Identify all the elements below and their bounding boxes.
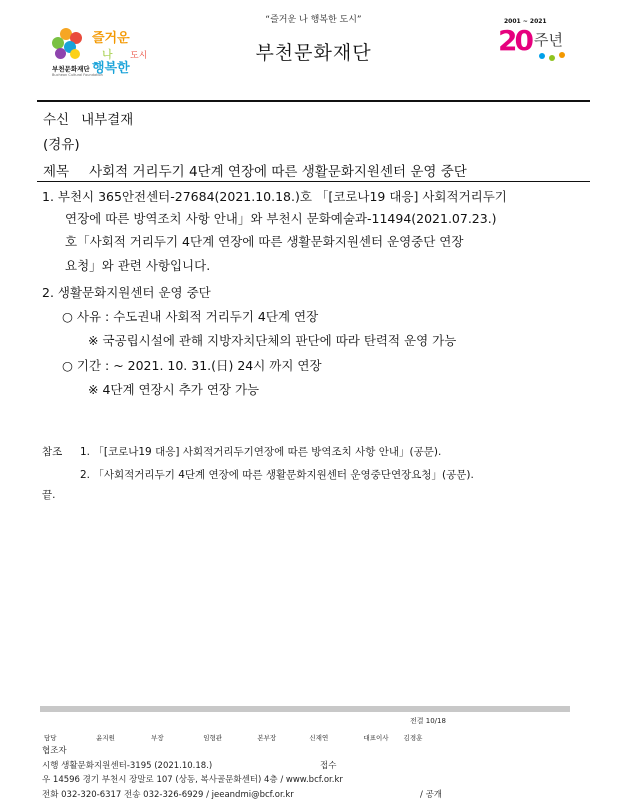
approval-name: 윤지원: [96, 734, 115, 742]
body-line: ※ 국공립시설에 관해 지방자치단체의 판단에 따라 탄력적 운영 가능: [88, 333, 457, 348]
approval-name: 김경훈: [403, 734, 423, 742]
enforcement-line: 시행 생활문화지원센터-3195 (2021.10.18.): [42, 761, 213, 771]
svg-text:나: 나: [102, 48, 113, 61]
anniversary-years: 2001 ~ 2021: [504, 18, 547, 25]
body-line: 연장에 따른 방역조치 사항 안내」와 부천시 문화예술과-11494(2021.07.23.): [65, 211, 497, 226]
reference-label: 참조: [42, 446, 63, 458]
approval-row: [44, 733, 422, 742]
body-line: 호「사회적 거리두기 4단계 연장에 따른 생활문화지원센터 운영중단 연장: [65, 234, 464, 249]
approval-role: 담당: [44, 734, 57, 742]
recipient-value: 내부결재: [81, 112, 134, 128]
body-line: 2. 생활문화지원센터 운영 중단: [42, 285, 211, 300]
logo-org-name: 부천문화재단: [52, 65, 90, 73]
subject-value: 사회적 거리두기 4단계 연장에 따른 생활문화지원센터 운영 중단: [89, 164, 467, 180]
contact-line: 전화 032-320-6317 전송 032-326-6929 / jeeandmi@bcf.or.kr: [42, 790, 294, 800]
approval-name: 신재연: [309, 734, 329, 742]
logo-org-name-en: Bucheon Cultural Foundation: [52, 73, 103, 77]
approval-role: 본부장: [257, 734, 277, 742]
recipient-line: [43, 108, 133, 128]
slogan: “즐거운 나 행복한 도시”: [265, 15, 362, 25]
body-line: ○ 사유 : 수도권내 사회적 거리두기 4단계 연장: [62, 309, 319, 324]
svg-text:즐거운: 즐거운: [92, 31, 130, 46]
anniversary-number: 20: [498, 24, 531, 57]
subject-label: 제목: [43, 164, 70, 180]
approval-role: 대표이사: [363, 734, 389, 742]
approval-name: 임형관: [203, 734, 223, 742]
body-line: 1. 부천시 365안전센터-27684(2021.10.18.)호 「[코로나19 대응] 사회적거리두기: [42, 189, 507, 204]
subject-divider: [37, 181, 590, 182]
subject-line: [43, 160, 467, 180]
address-line: 우 14596 경기 부천시 장말로 107 (상동, 복사골문화센터) 4층 / www.bcf.or.kr: [42, 775, 343, 785]
page-note: 전결 10/18: [410, 717, 446, 725]
svg-text:주년: 주년: [534, 31, 563, 49]
cooperator-label: 협조자: [42, 746, 67, 756]
via-line: (경유): [43, 137, 80, 153]
header-divider: [37, 100, 590, 102]
footer-bar: [40, 706, 570, 712]
reference-item: 2. 「사회적거리두기 4단계 연장에 따른 생활문화지원센터 운영중단연장요청」(공문).: [80, 469, 474, 481]
body-line: ※ 4단계 연장시 추가 연장 가능: [88, 382, 260, 397]
reference-item: 1. 「[코로나19 대응] 사회적거리두기연장에 따른 방역조치 사항 안내」(공문).: [80, 446, 442, 458]
disclosure-label: / 공개: [420, 790, 442, 800]
end-mark: 끝.: [42, 489, 56, 501]
body-line: ○ 기간 : ~ 2021. 10. 31.(日) 24시 까지 연장: [62, 358, 322, 373]
receive-label: 접수: [320, 761, 337, 771]
anniversary-logo: [498, 18, 578, 78]
anniversary-art: [534, 28, 574, 64]
approval-role: 부장: [151, 734, 164, 742]
svg-text:행복한: 행복한: [92, 61, 130, 76]
body-line: 요청」와 관련 사항입니다.: [65, 258, 211, 273]
document-title: 부천문화재단: [255, 42, 372, 64]
svg-text:도시: 도시: [130, 51, 148, 61]
recipient-label: 수신: [43, 112, 70, 128]
